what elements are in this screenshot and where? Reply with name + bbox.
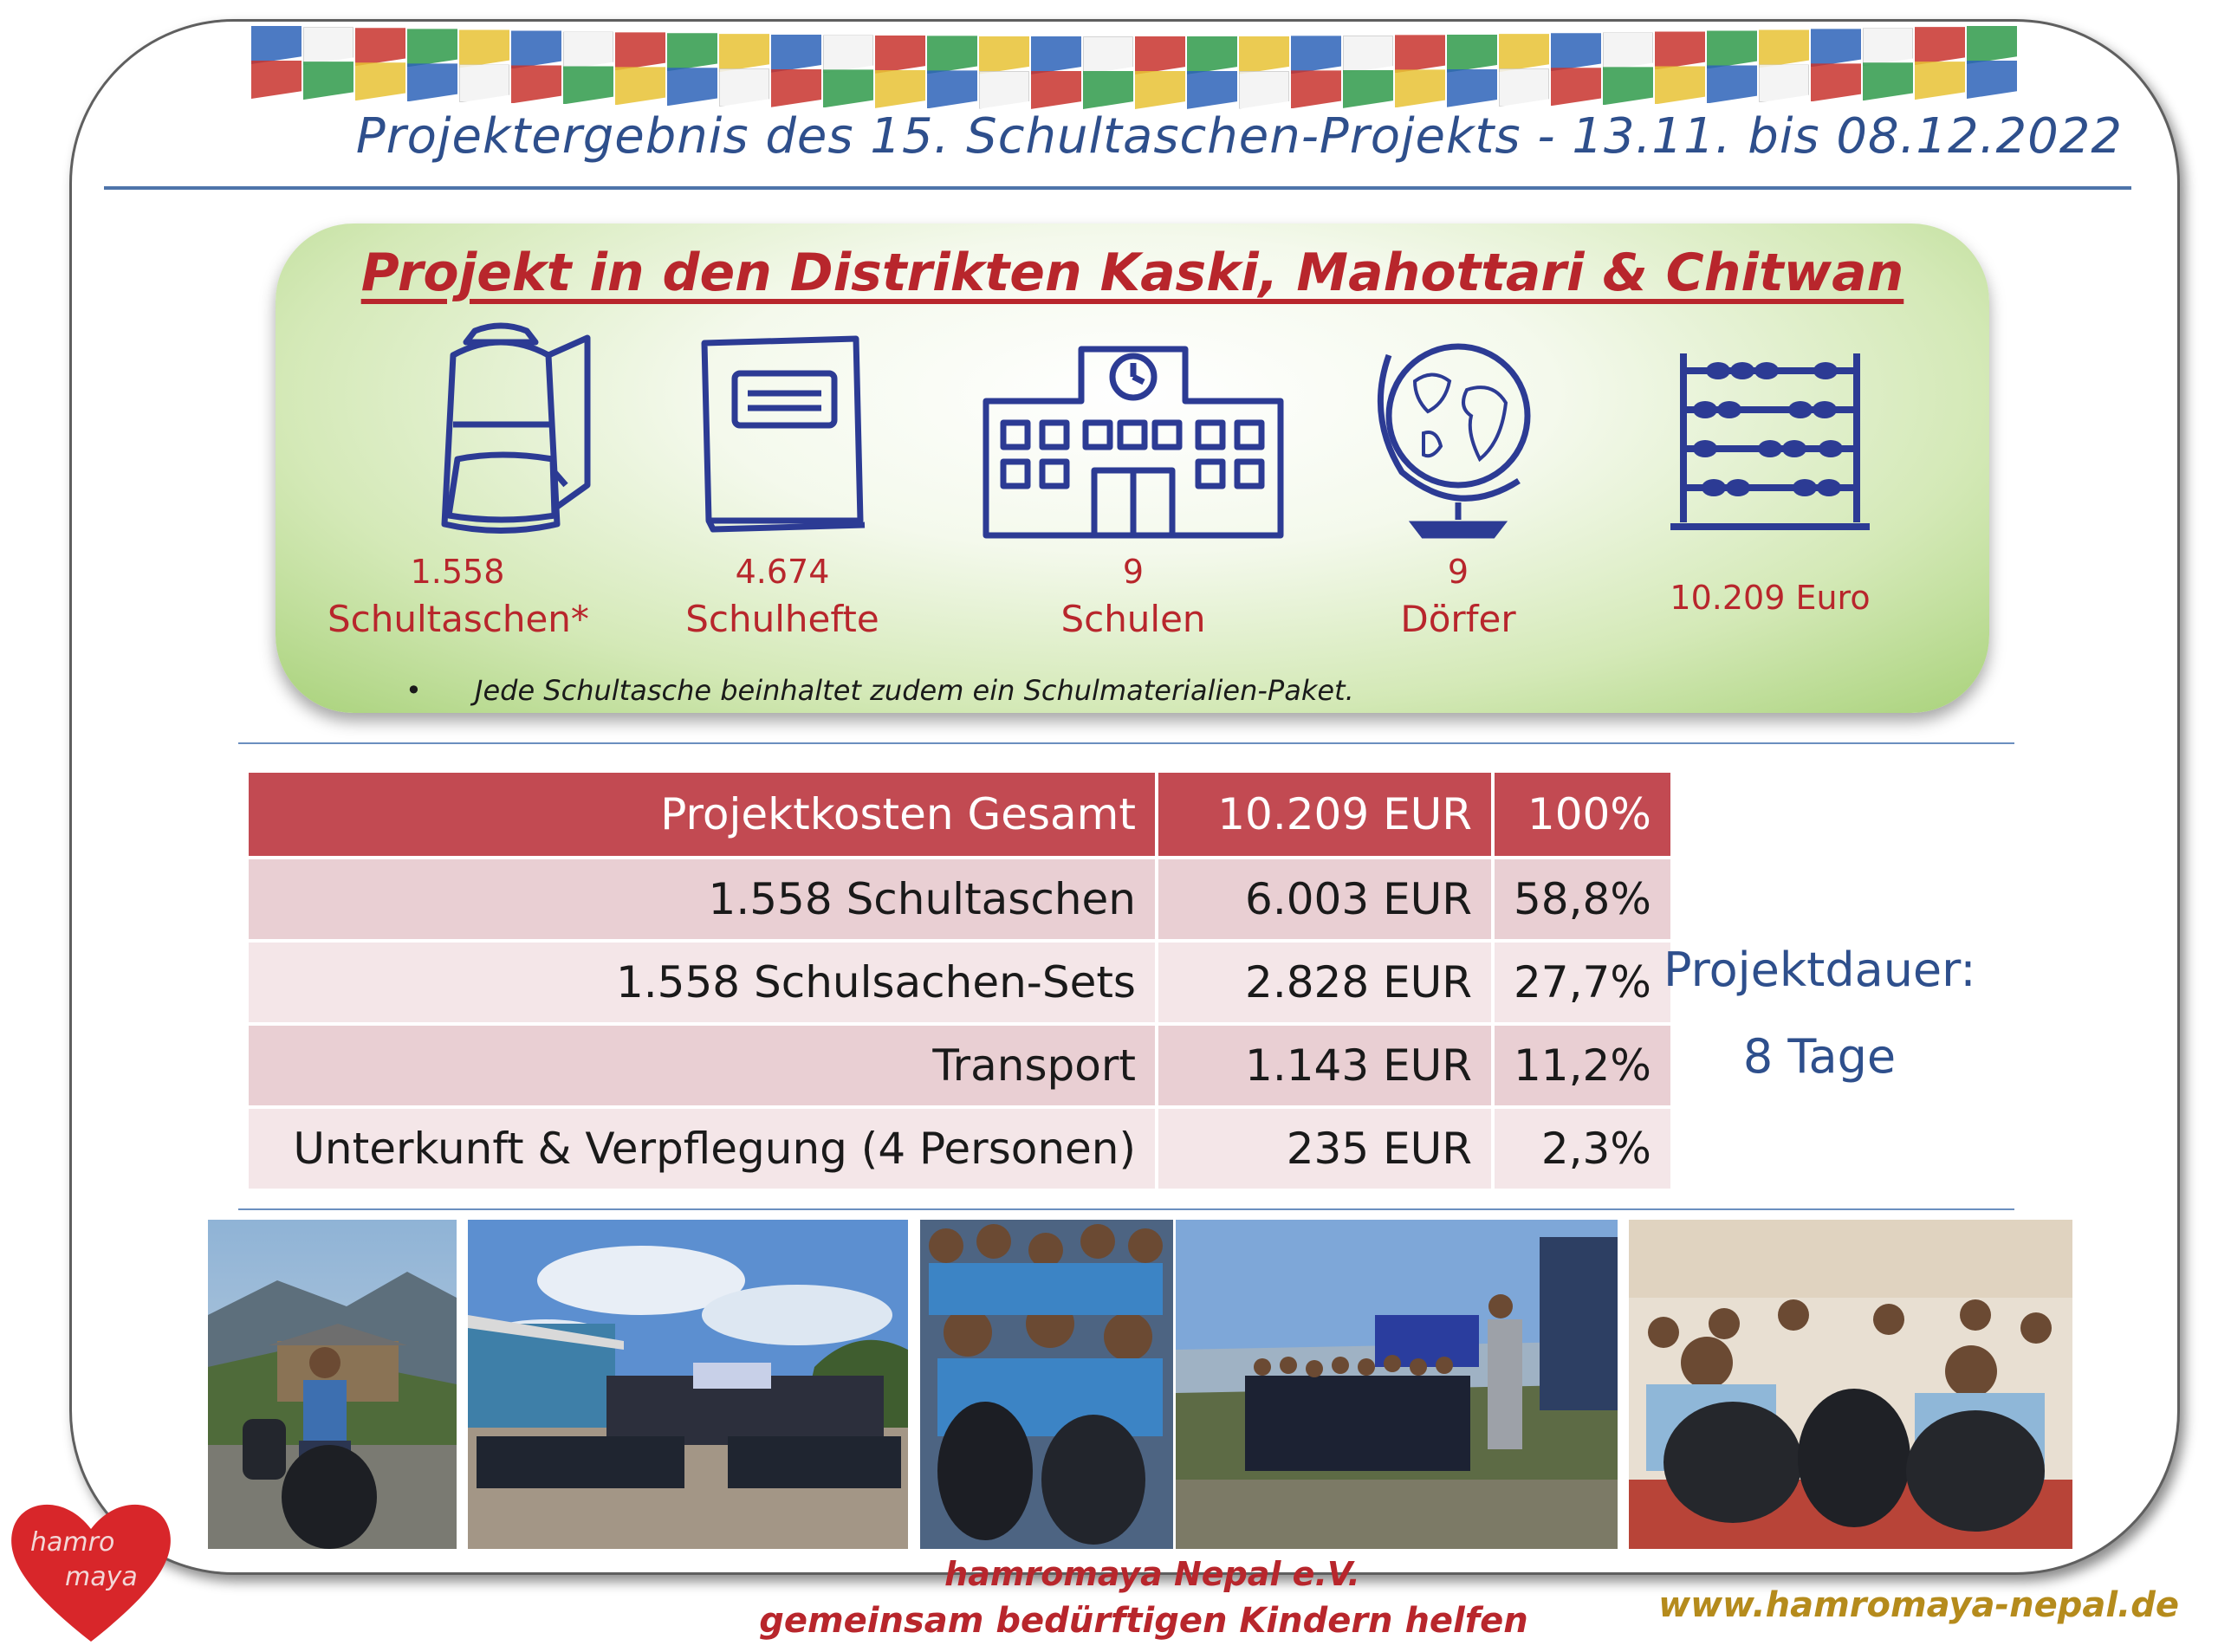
prayer-flag bbox=[615, 32, 665, 70]
prayer-flag bbox=[927, 70, 977, 108]
table-header-row bbox=[249, 773, 1670, 856]
prayer-flag bbox=[407, 63, 457, 101]
prayer-flag bbox=[1863, 62, 1913, 100]
footer-organization: hamromaya Nepal e.V. bbox=[944, 1555, 1360, 1593]
stat-label: Schulen bbox=[1060, 598, 1206, 640]
website-link[interactable]: www.hamromaya-nepal.de bbox=[1658, 1585, 2179, 1625]
row-percent: 58,8% bbox=[1495, 859, 1670, 939]
note-text: Jede Schultasche beinhaltet zudem ein Schulmaterialien-Paket. bbox=[475, 674, 1354, 707]
prayer-flag bbox=[303, 62, 353, 100]
prayer-flag bbox=[1447, 35, 1497, 73]
section-divider bbox=[238, 742, 2014, 744]
footer-slogan: gemeinsam bedürftigen Kindern helfen bbox=[759, 1601, 1528, 1641]
prayer-flag bbox=[1343, 36, 1393, 74]
prayer-flag bbox=[1759, 29, 1809, 68]
prayer-flag bbox=[563, 66, 613, 104]
globe-icon bbox=[1363, 329, 1553, 541]
stat-value: 9 bbox=[1447, 553, 1469, 591]
prayer-flag bbox=[1655, 31, 1705, 69]
prayer-flag bbox=[771, 35, 821, 73]
stat-schulen bbox=[1003, 553, 1263, 640]
prayer-flag bbox=[1031, 36, 1081, 75]
row-percent: 27,7% bbox=[1495, 943, 1670, 1022]
prayer-flag bbox=[1395, 35, 1445, 73]
row-label: 1.558 Schultaschen bbox=[249, 859, 1155, 939]
prayer-flag bbox=[251, 26, 302, 64]
prayer-flag bbox=[1187, 71, 1237, 109]
prayer-flag bbox=[459, 29, 509, 68]
prayer-flag bbox=[1135, 36, 1185, 75]
prayer-flag bbox=[1759, 64, 1809, 102]
prayer-flag bbox=[1083, 36, 1133, 75]
prayer-flag bbox=[1187, 36, 1237, 75]
prayer-flag bbox=[1343, 70, 1393, 108]
stat-value: 9 bbox=[1122, 553, 1145, 591]
prayer-flag bbox=[1031, 71, 1081, 109]
stat-label: Dörfer bbox=[1400, 598, 1516, 640]
stat-budget bbox=[1640, 579, 1900, 617]
prayer-flag bbox=[927, 36, 977, 74]
row-percent: 11,2% bbox=[1495, 1026, 1670, 1105]
prayer-flag bbox=[667, 68, 717, 106]
prayer-flag bbox=[1239, 71, 1289, 109]
panel-title: Projekt in den Distrikten Kaski, Mahottari & Chitwan bbox=[360, 243, 1904, 303]
photo-children-with-bags bbox=[920, 1220, 1173, 1549]
logo-text-hamro: hamro bbox=[30, 1527, 115, 1558]
table-row bbox=[249, 859, 1670, 939]
title-divider bbox=[104, 186, 2131, 190]
prayer-flag bbox=[251, 61, 302, 99]
prayer-flag bbox=[355, 28, 405, 66]
stat-value: 4.674 bbox=[735, 553, 830, 591]
stat-doerfer bbox=[1328, 553, 1588, 640]
prayer-flag bbox=[875, 36, 925, 74]
prayer-flag bbox=[1603, 67, 1653, 105]
header-percent: 100% bbox=[1495, 773, 1670, 856]
header-amount: 10.209 EUR bbox=[1158, 773, 1491, 856]
photo-group-hillside bbox=[1176, 1220, 1618, 1549]
prayer-flag bbox=[1551, 33, 1601, 71]
prayer-flag bbox=[1499, 68, 1549, 107]
table-row bbox=[249, 1026, 1670, 1105]
row-percent: 2,3% bbox=[1495, 1109, 1670, 1189]
prayer-flag bbox=[1135, 71, 1185, 109]
prayer-flag bbox=[719, 68, 769, 107]
prayer-flag bbox=[1551, 68, 1601, 106]
school-icon bbox=[977, 340, 1289, 540]
page-title: Projektergebnis des 15. Schultaschen-Projekts - 13.11. bis 08.12.2022 bbox=[355, 108, 2123, 165]
table-row bbox=[249, 943, 1670, 1022]
row-amount: 1.143 EUR bbox=[1158, 1026, 1491, 1105]
row-label: Transport bbox=[249, 1026, 1155, 1105]
prayer-flag bbox=[1967, 26, 2017, 64]
prayer-flag bbox=[979, 71, 1029, 109]
photo-boy-with-backpack bbox=[208, 1220, 457, 1549]
prayer-flag bbox=[511, 65, 561, 103]
cost-table bbox=[245, 769, 1674, 1192]
prayer-flag bbox=[511, 30, 561, 68]
prayer-flag bbox=[771, 69, 821, 107]
photo-group-outdoor bbox=[468, 1220, 908, 1549]
prayer-flag bbox=[303, 27, 353, 65]
prayer-flag bbox=[563, 31, 613, 69]
stat-label: Schulhefte bbox=[685, 598, 879, 640]
prayer-flag bbox=[1915, 27, 1965, 65]
prayer-flag bbox=[1499, 34, 1549, 72]
prayer-flag bbox=[1811, 29, 1861, 67]
backpack-icon bbox=[405, 321, 596, 537]
row-label: 1.558 Schulsachen-Sets bbox=[249, 943, 1155, 1022]
logo-text-maya: maya bbox=[65, 1562, 138, 1592]
notebook-icon bbox=[696, 334, 869, 534]
prayer-flag bbox=[1915, 62, 1965, 100]
row-amount: 235 EUR bbox=[1158, 1109, 1491, 1189]
prayer-flag bbox=[1967, 61, 2017, 99]
table-row bbox=[249, 1109, 1670, 1189]
abacus-icon bbox=[1666, 345, 1874, 540]
prayer-flag bbox=[1707, 30, 1757, 68]
prayer-flag bbox=[1603, 32, 1653, 70]
prayer-flag bbox=[823, 35, 873, 73]
row-amount: 2.828 EUR bbox=[1158, 943, 1491, 1022]
prayer-flags-banner bbox=[251, 26, 2019, 121]
prayer-flag bbox=[1239, 36, 1289, 75]
prayer-flag bbox=[1291, 70, 1341, 108]
prayer-flag bbox=[1707, 65, 1757, 103]
stat-schultaschen bbox=[328, 553, 587, 640]
section-divider bbox=[238, 1208, 2014, 1210]
prayer-flag bbox=[615, 67, 665, 105]
prayer-flag bbox=[1083, 71, 1133, 109]
stat-label: Schultaschen* bbox=[328, 598, 589, 640]
prayer-flag bbox=[355, 62, 405, 100]
photo-children-classroom bbox=[1629, 1220, 2072, 1549]
bullet-note bbox=[405, 674, 1354, 707]
prayer-flag bbox=[823, 69, 873, 107]
stat-schulhefte bbox=[652, 553, 912, 640]
prayer-flag bbox=[719, 34, 769, 72]
duration-label: Projektdauer: bbox=[1664, 943, 1976, 997]
row-label: Unterkunft & Verpflegung (4 Personen) bbox=[249, 1109, 1155, 1189]
prayer-flag bbox=[1655, 66, 1705, 104]
prayer-flag bbox=[979, 36, 1029, 75]
project-duration bbox=[1664, 927, 1975, 1100]
row-amount: 6.003 EUR bbox=[1158, 859, 1491, 939]
project-summary-panel bbox=[276, 224, 1989, 713]
duration-value: 8 Tage bbox=[1742, 1029, 1897, 1084]
header-label: Projektkosten Gesamt bbox=[249, 773, 1155, 856]
prayer-flag bbox=[1811, 63, 1861, 101]
prayer-flag bbox=[1447, 69, 1497, 107]
prayer-flag bbox=[459, 64, 509, 102]
prayer-flag bbox=[1291, 36, 1341, 74]
bullet-marker: • bbox=[405, 674, 422, 707]
prayer-flag bbox=[875, 70, 925, 108]
prayer-flag bbox=[667, 33, 717, 71]
stat-value: 10.209 Euro bbox=[1670, 579, 1871, 617]
prayer-flag bbox=[407, 29, 457, 67]
prayer-flag bbox=[1863, 28, 1913, 66]
prayer-flag bbox=[1395, 69, 1445, 107]
stat-value: 1.558 bbox=[410, 553, 505, 591]
